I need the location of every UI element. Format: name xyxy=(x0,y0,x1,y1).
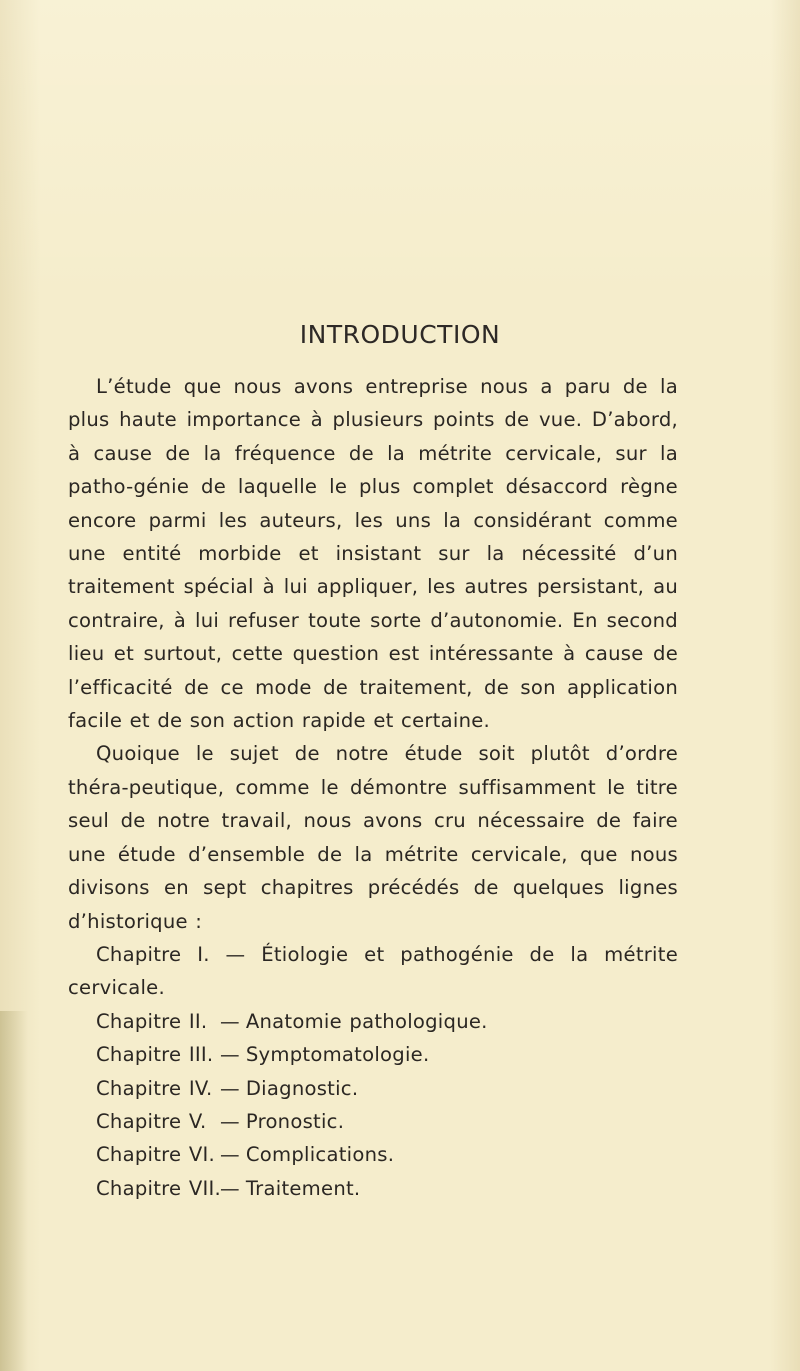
chapter-entry xyxy=(68,1038,678,1071)
chapter-title: Anatomie pathologique. xyxy=(245,1009,488,1033)
chapter-dash: — xyxy=(220,1143,240,1167)
chapter-label: Chapitre V. xyxy=(96,1109,207,1133)
paragraph-1: L’étude que nous avons entreprise nous a paru de la plus haute importance à plusieurs points de vue. D’abord, à cause de la fréquence de la métrite cervicale, sur la patho-génie de laquelle le plus complet désaccord règne encore parmi les auteurs, les uns la considérant comme une entité morbide et insistant sur la nécessité d’un traitement spécial à lui appliquer, les autres persistant, au contraire, à lui refuser toute sorte d’autonomie. En second lieu et surtout, cette question est intéressante à cause de l’efficacité de ce mode de traitement, de son application facile et de son action rapide et certaine. xyxy=(68,375,678,733)
chapter-label: Chapitre VII. xyxy=(96,1176,222,1200)
chapter-label: Chapitre IV. xyxy=(96,1076,213,1100)
chapter-title: Complications. xyxy=(245,1143,395,1167)
chapter-dash: — xyxy=(220,1076,240,1100)
chapter-label: Chapitre VI. xyxy=(96,1143,215,1167)
chapter-1-entry: Chapitre I. — Étiologie et pathogénie de la métrite cervicale. xyxy=(68,942,678,1000)
chapter-entry xyxy=(68,1072,678,1105)
chapter-label: Chapitre III. xyxy=(96,1043,214,1067)
chapter-entry xyxy=(68,1138,678,1171)
page-edge-shadow xyxy=(0,1011,28,1371)
page-title: INTRODUCTION xyxy=(299,320,501,349)
chapter-dash: — xyxy=(220,1009,240,1033)
paragraph-2: Quoique le sujet de notre étude soit plutôt d’ordre théra-peutique, comme le démontre suffisamment le titre seul de notre travail, nous avons cru nécessaire de faire une étude d’ensemble de la métrite cervicale, que nous divisons en sept chapitres précédés de quelques lignes d’historique : xyxy=(68,742,678,933)
introduction-body xyxy=(68,370,678,1205)
chapter-title: Symptomatologie. xyxy=(245,1043,430,1067)
chapter-entry xyxy=(68,1005,678,1038)
chapter-title: Diagnostic. xyxy=(245,1076,359,1100)
chapter-entry xyxy=(68,1172,678,1205)
chapter-title: Traitement. xyxy=(245,1176,361,1200)
chapter-dash: — xyxy=(220,1176,240,1200)
chapter-list xyxy=(68,1005,678,1205)
chapter-label: Chapitre II. xyxy=(96,1009,208,1033)
chapter-entry xyxy=(68,1105,678,1138)
chapter-dash: — xyxy=(220,1109,240,1133)
chapter-dash: — xyxy=(220,1043,240,1067)
chapter-title: Pronostic. xyxy=(245,1109,345,1133)
